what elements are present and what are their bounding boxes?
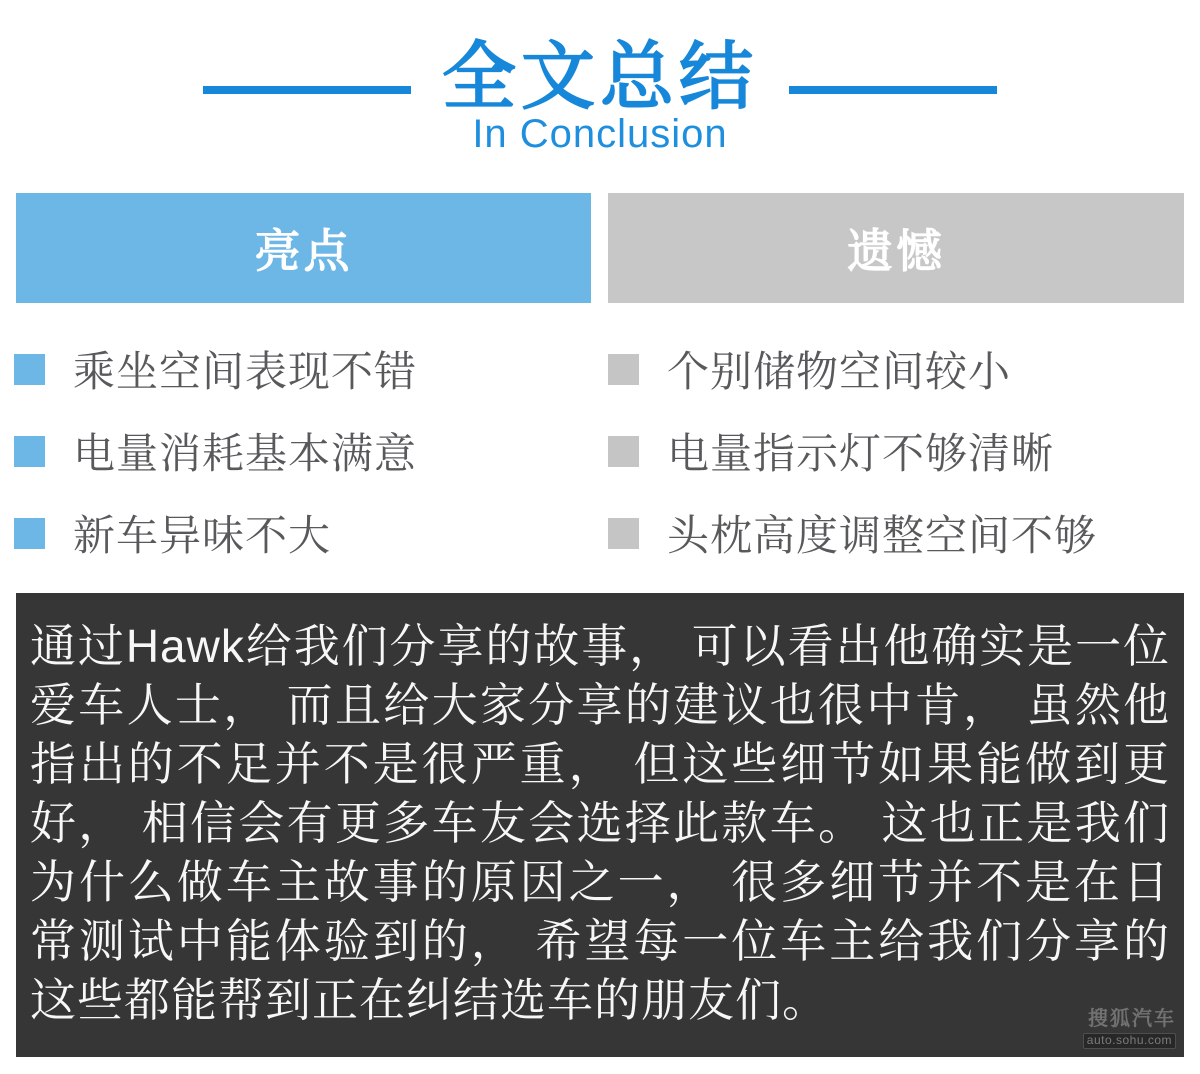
- watermark: [1083, 1008, 1176, 1049]
- highlight-item-label: 乘坐空间表现不错: [73, 348, 418, 395]
- regret-item-label: 电量指示灯不够清晰: [667, 430, 1055, 477]
- conclusion-paragraph: 通过Hawk给我们分享的故事， 可以看出他确实是一位爱车人士， 而且给大家分享的建议也很中肯， 虽然他指出的不足并不是很严重， 但这些细节如果能做到更好， 相信会有更多车友会选择此款车。 这也正是我们为什么做车主故事的原因之一， 很多细节并不是在日常测试中能体验到的， 希望每一位车主给我们分享的这些都能帮到正在纠结选车的朋友们。: [30, 620, 1170, 1026]
- title-divider-right-line: [789, 86, 997, 94]
- regret-item-label: 个别储物空间较小: [667, 348, 1012, 395]
- page-subtitle: In Conclusion: [472, 112, 728, 156]
- sohu-auto-logo-text: 搜狐汽车: [1088, 1007, 1176, 1030]
- highlights-column-header: 亮点: [16, 193, 591, 303]
- regrets-column-header: 遗憾: [608, 193, 1184, 303]
- highlight-list-item: [14, 510, 332, 559]
- page-title: 全文总结: [442, 35, 758, 118]
- regret-list-item: [608, 428, 1055, 477]
- highlight-item-label: 新车异味不大: [73, 512, 332, 559]
- regret-list-item: [608, 346, 1012, 395]
- highlight-list-item: [14, 428, 418, 477]
- regret-list-item: [608, 510, 1098, 559]
- highlight-list-item: [14, 346, 418, 395]
- sohu-auto-url-badge: auto.sohu.com: [1083, 1033, 1176, 1049]
- blue-square-bullet-icon: [14, 436, 45, 467]
- highlight-item-label: 电量消耗基本满意: [73, 430, 418, 477]
- gray-square-bullet-icon: [608, 354, 639, 385]
- regret-item-label: 头枕高度调整空间不够: [667, 512, 1098, 559]
- conclusion-panel: [16, 593, 1184, 1057]
- gray-square-bullet-icon: [608, 518, 639, 549]
- blue-square-bullet-icon: [14, 354, 45, 385]
- gray-square-bullet-icon: [608, 436, 639, 467]
- blue-square-bullet-icon: [14, 518, 45, 549]
